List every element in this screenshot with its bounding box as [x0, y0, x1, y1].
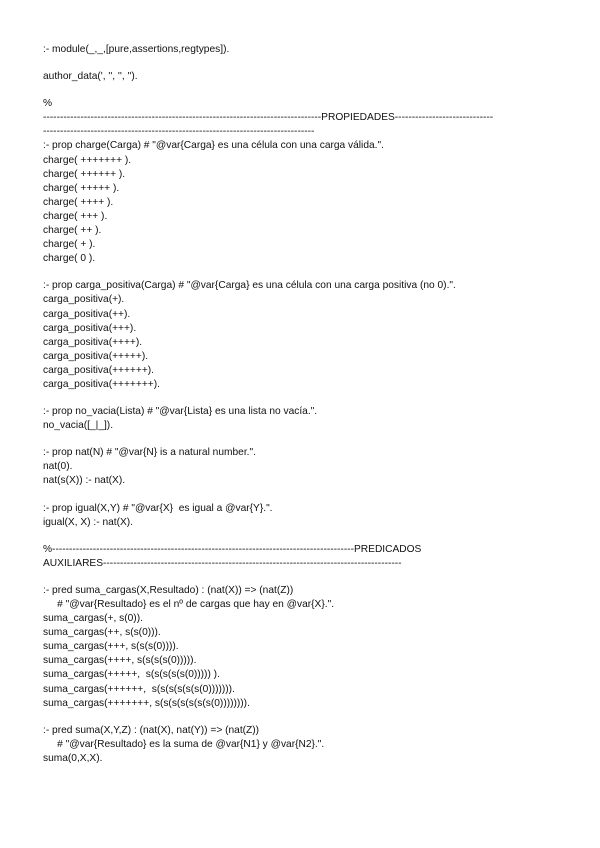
suma-cargas-block — [43, 584, 563, 711]
predicates-banner-block — [43, 543, 563, 571]
suma-block — [43, 724, 563, 766]
pred-doc-string: # "@var{Resultado} es el nº de cargas que hay en @var{X}.". — [43, 599, 335, 610]
code-line: suma(0,X,X). — [43, 752, 103, 764]
document-page — [43, 43, 563, 766]
module-header-block — [43, 43, 563, 57]
code-line: :- module(_,_,[pure,assertions,regtypes]). — [43, 44, 230, 55]
carga-positiva-block — [43, 279, 563, 392]
pred-declaration: :- pred suma_cargas(X,Resultado) : (nat(X)) => (nat(Z)) — [43, 584, 294, 596]
author-block — [43, 70, 563, 84]
prop-declaration: :- prop carga_positiva(Carga) # "@var{Carga} es una célula con una carga positiva (no 0).". — [43, 280, 456, 292]
code-line: igual(X, X) :- nat(X). — [43, 516, 134, 528]
section-banner-continued: -------------------------------------------------------------------------------- — [43, 126, 315, 138]
code-line: carga_positiva(++++). — [43, 336, 143, 348]
code-line: suma_cargas(++++, s(s(s(s(0))))). — [43, 655, 197, 667]
code-line: charge( ++++++ ). — [43, 168, 126, 180]
code-line: carga_positiva(++). — [43, 308, 131, 320]
prop-declaration: :- prop no_vacia(Lista) # "@var{Lista} es una lista no vacía.". — [43, 406, 318, 418]
code-line: suma_cargas(+, s(0)). — [43, 613, 143, 625]
no-vacia-block — [43, 405, 563, 433]
code-line: author_data(', '', '', ''). — [43, 71, 138, 83]
code-line: nat(0). — [43, 461, 73, 473]
code-line: charge( ++ ). — [43, 225, 102, 237]
code-line: charge( +++++ ). — [43, 182, 120, 194]
code-line: nat(s(X)) :- nat(X). — [43, 475, 126, 487]
code-line: charge( ++++ ). — [43, 196, 114, 208]
code-line: carga_positiva(+). — [43, 294, 125, 306]
pred-doc-string: # "@var{Resultado} es la suma de @var{N1} y @var{N2}.". — [43, 738, 325, 750]
igual-block — [43, 502, 563, 530]
prop-declaration: :- prop charge(Carga) # "@var{Carga} es una célula con una carga válida.". — [43, 140, 384, 152]
section-banner: ----------------------------------------------------------------------------------PROPIEDADES----------------------------- — [43, 112, 494, 124]
section-banner: %-----------------------------------------------------------------------------------------PREDICADOS — [43, 543, 422, 555]
code-line: charge( 0 ). — [43, 253, 96, 265]
code-line: suma_cargas(++++++, s(s(s(s(s(s(0))))))). — [43, 683, 235, 695]
prop-declaration: :- prop igual(X,Y) # "@var{X} es igual a @var{Y}.". — [43, 502, 273, 514]
code-line: carga_positiva(+++++). — [43, 350, 149, 362]
code-line: suma_cargas(+++, s(s(s(0)))). — [43, 641, 179, 653]
code-line: carga_positiva(+++). — [43, 322, 137, 334]
nat-block — [43, 446, 563, 488]
pred-declaration: :- pred suma(X,Y,Z) : (nat(X), nat(Y)) => (nat(Z)) — [43, 724, 260, 736]
prop-declaration: :- prop nat(N) # "@var{N} is a natural number.". — [43, 447, 256, 459]
code-line: carga_positiva(+++++++). — [43, 378, 160, 390]
code-line: suma_cargas(+++++, s(s(s(s(s(0))))) ). — [43, 669, 220, 681]
properties-block — [43, 97, 563, 266]
code-line: charge( +++++++ ). — [43, 154, 132, 166]
code-line: suma_cargas(+++++++, s(s(s(s(s(s(s(0)))))))). — [43, 697, 250, 709]
code-line: charge( + ). — [43, 239, 96, 251]
code-line: charge( +++ ). — [43, 210, 108, 222]
code-line: no_vacia([_|_]). — [43, 420, 114, 432]
section-banner-continued: AUXILIARES---------------------------------------------------------------------------------------- — [43, 557, 402, 569]
code-line: carga_positiva(++++++). — [43, 364, 155, 376]
comment-line: % — [43, 98, 53, 110]
code-line: suma_cargas(++, s(s(0))). — [43, 627, 161, 639]
